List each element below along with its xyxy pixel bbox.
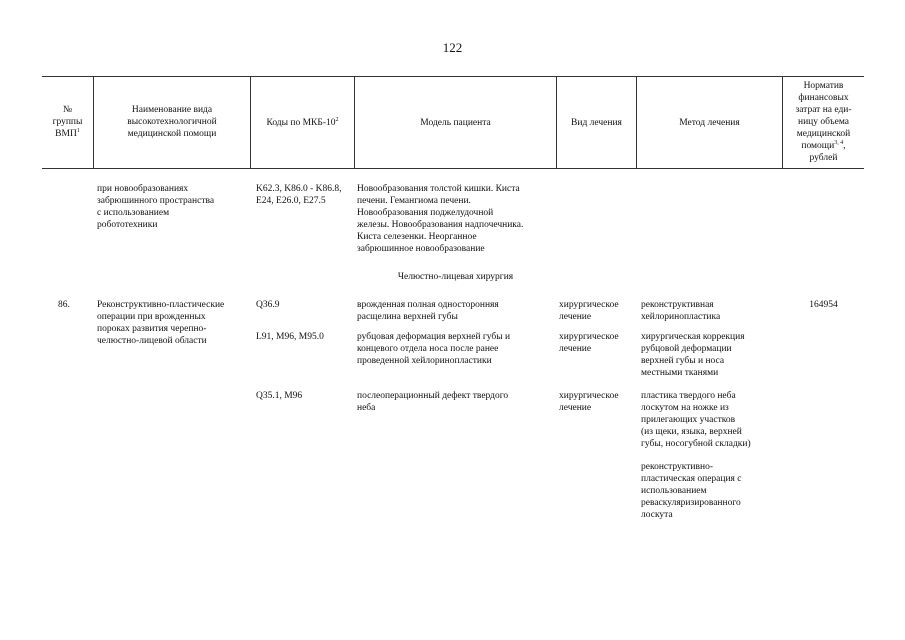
header-text: медицинской помощи (127, 129, 217, 139)
patient-model (357, 331, 555, 367)
text-line: Реконструктивно-пластические (97, 300, 225, 310)
text-line: рубцовая деформация верхней губы и (357, 332, 511, 342)
footnote-ref: 2 (335, 116, 339, 123)
section-title: Челюстно-лицевая хирургия (397, 272, 514, 282)
text-line: реконструктивная (641, 300, 714, 310)
text-line: местными тканями (641, 368, 719, 378)
text-line: хирургическое (559, 300, 619, 310)
text-line: пластическая операция с (641, 474, 742, 484)
text-line: Новообразования толстой кишки. Киста (357, 184, 520, 194)
patient-model (357, 390, 555, 414)
text-line: послеоперационный дефект твердого (357, 391, 509, 401)
header-top-rule (42, 76, 864, 77)
text-line: расщелина верхней губы (357, 312, 458, 322)
text-line: забрюшинное новообразование (357, 244, 485, 254)
header-treatment-method: Метод лечения (679, 118, 740, 128)
icd-codes: L91, M96, M95.0 (256, 332, 324, 342)
continued-patient-model (357, 183, 555, 255)
header-text: Наименование вида (131, 105, 213, 115)
header-text: Норматив (803, 81, 844, 91)
treatment-type (559, 390, 636, 414)
text-line: рубцовой деформации (641, 344, 732, 354)
treatment-type (559, 331, 636, 355)
row86-cost: 164954 (809, 300, 838, 310)
header-text: медицинской (796, 129, 851, 139)
text-line: проведенной хейлоринопластики (357, 356, 492, 366)
text-line: врожденная полная односторонняя (357, 300, 499, 310)
row-number: 86. (58, 300, 70, 310)
header-text (783, 140, 864, 152)
header-text: группы (52, 117, 83, 127)
footnote-ref: 1 (76, 127, 80, 134)
text-line: при новообразованиях (97, 184, 189, 194)
text-line: пороках развития черепно- (97, 324, 207, 334)
header-group-number (42, 104, 93, 140)
header-text: № (62, 105, 73, 115)
text-line: Новообразования поджелудочной (357, 208, 494, 218)
row86-care-name (97, 299, 252, 347)
text-line: E24, E26.0, E27.5 (256, 196, 326, 206)
text-line: лечение (559, 344, 592, 354)
header-text-part: , (843, 141, 846, 151)
text-line: хирургическое (559, 391, 619, 401)
text-line: хирургическая коррекция (641, 332, 745, 342)
text-line: лечение (559, 312, 592, 322)
header-icd-codes (251, 117, 354, 129)
treatment-type (559, 299, 636, 323)
text-line: лечение (559, 403, 592, 413)
text-line: челюстно-лицевой области (97, 336, 207, 346)
header-text-part: ВМП (55, 129, 77, 139)
treatment-method (641, 299, 783, 323)
text-line: печени. Гемангиома печени. (357, 196, 471, 206)
treatment-method (641, 461, 783, 521)
treatment-method (641, 390, 783, 450)
text-line: операции при врожденных (97, 312, 206, 322)
header-text: финансовых (798, 93, 849, 103)
patient-model (357, 299, 555, 323)
continued-care-name (97, 183, 247, 231)
text-line: концевого отдела носа после ранее (357, 344, 499, 354)
header-text: рублей (809, 153, 838, 163)
text-line: (из щеки, языка, верхней (641, 427, 742, 437)
text-line: пластика твердого неба (641, 391, 736, 401)
icd-codes: Q36.9 (256, 300, 280, 310)
icd-codes: Q35.1, M96 (256, 391, 303, 401)
header-care-type-name (94, 104, 250, 140)
text-line: с использованием (97, 208, 170, 218)
text-line: верхней губы и носа (641, 356, 725, 366)
text-line: железы. Новообразования надпочечника. (357, 220, 524, 230)
text-line: робототехники (97, 220, 158, 230)
header-text: ницу объема (797, 117, 850, 127)
text-line: неба (357, 403, 376, 413)
header-text: затрат на еди- (795, 105, 852, 115)
text-line: реваскуляризированного (641, 498, 741, 508)
text-line: лоскута (641, 510, 673, 520)
header-text (42, 128, 93, 140)
text-line: K62.3, K86.0 - K86.8, (256, 184, 342, 194)
continued-icd-codes (256, 183, 356, 207)
header-patient-model: Модель пациента (420, 118, 491, 128)
text-line: хирургическое (559, 332, 619, 342)
header-bottom-rule (42, 168, 864, 169)
page-number: 122 (442, 40, 463, 55)
text-line: прилегающих участков (641, 415, 736, 425)
header-text: Коды по МКБ-10 (266, 118, 336, 128)
header-text-part: помощи (801, 141, 835, 151)
footnote-ref: 3, 4 (834, 139, 844, 146)
treatment-method (641, 331, 783, 379)
header-text: высокотехнологичной (127, 117, 217, 127)
header-cost-standard (783, 80, 864, 164)
text-line: реконструктивно- (641, 462, 714, 472)
text-line: забрюшинного пространства (97, 196, 215, 206)
text-line: Киста селезенки. Неорганное (357, 232, 477, 242)
text-line: губы, носогубной складки) (641, 439, 751, 449)
text-line: хейлоринопластика (641, 312, 721, 322)
text-line: использованием (641, 486, 707, 496)
header-treatment-type: Вид лечения (571, 118, 622, 128)
text-line: лоскутом на ножке из (641, 403, 729, 413)
